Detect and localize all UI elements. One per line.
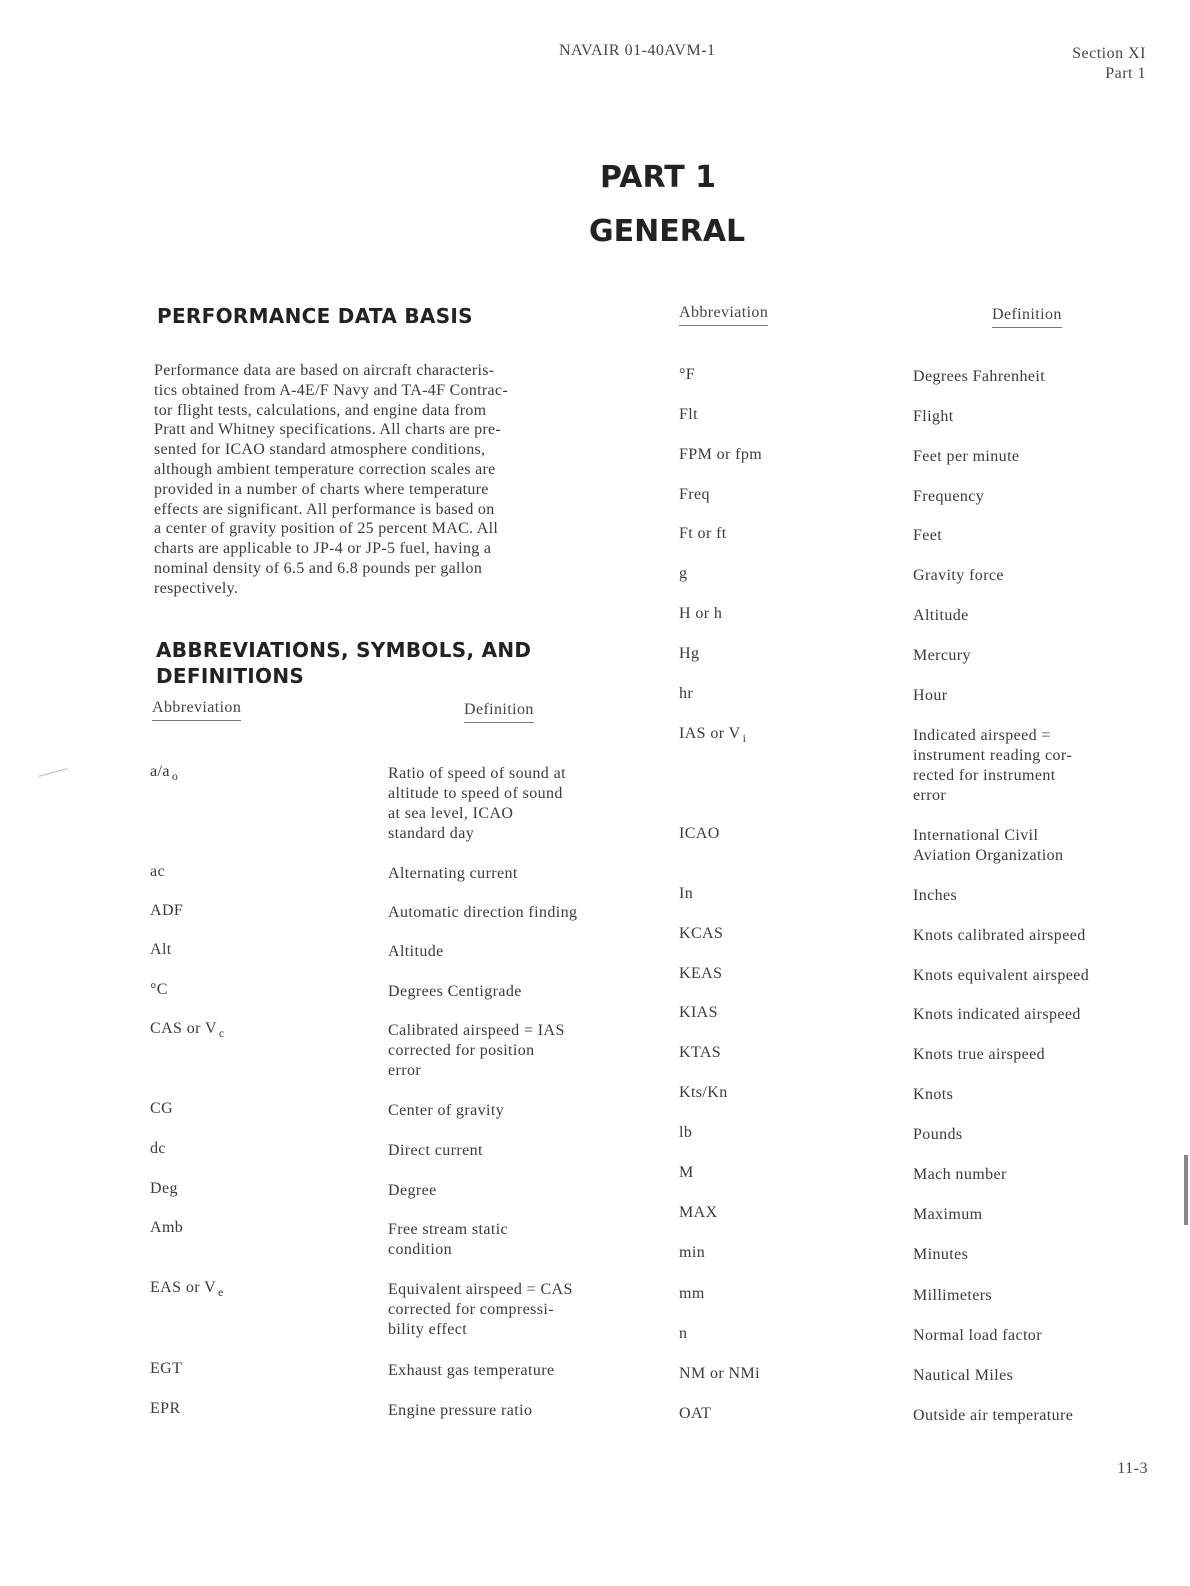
abbreviation-text: a/a [150, 763, 170, 780]
definition-cell [913, 487, 984, 507]
definition-line: Mercury [913, 647, 971, 664]
abbreviation-cell [150, 1019, 225, 1039]
part-number: Part 1 [1105, 65, 1146, 82]
abbreviation-cell [679, 1003, 718, 1023]
document-number: NAVAIR 01-40AVM-1 [559, 42, 716, 59]
definition-line: Altitude [913, 607, 969, 624]
definition-line: Flight [913, 408, 954, 425]
abbreviation-text: Amb [150, 1219, 184, 1236]
definition-line: Engine pressure ratio [388, 1402, 533, 1419]
abbreviation-subscript: e [218, 1285, 224, 1299]
definition-cell [388, 1220, 508, 1260]
section-label [1072, 44, 1146, 84]
abbreviation-text: EAS or V [150, 1279, 217, 1296]
abbreviation-cell [150, 1179, 178, 1199]
definition-line: Exhaust gas temperature [388, 1362, 555, 1379]
definition-cell [913, 826, 1063, 866]
abbreviation-cell [150, 901, 183, 921]
definition-cell [913, 926, 1086, 946]
definition-cell [913, 726, 1072, 806]
abbreviation-text: KTAS [679, 1044, 722, 1061]
definition-line: rected for instrument [913, 767, 1056, 784]
abbreviation-text: ac [150, 863, 166, 880]
definition-line: Direct current [388, 1142, 483, 1159]
definition-line: Millimeters [913, 1287, 993, 1304]
definition-line: standard day [388, 825, 475, 842]
definition-cell [913, 447, 1019, 467]
abbreviation-text: OAT [679, 1405, 712, 1422]
definition-line: instrument reading cor- [913, 747, 1073, 764]
abbreviation-cell [150, 1359, 182, 1379]
abbreviation-cell [150, 980, 168, 1000]
abbreviation-cell [150, 940, 172, 960]
definition-line: Ratio of speed of sound at [388, 765, 566, 782]
definition-line: Automatic direction finding [388, 904, 578, 921]
part-title: PART 1 [600, 160, 716, 195]
abbreviation-text: KIAS [679, 1004, 718, 1021]
definition-cell [913, 407, 954, 427]
abbreviation-text: °C [150, 981, 168, 998]
definition-line: Equivalent airspeed = CAS [388, 1281, 573, 1298]
definition-cell [913, 1245, 968, 1265]
definition-cell [388, 1361, 554, 1381]
definition-cell [913, 1286, 992, 1306]
abbreviation-cell [679, 724, 746, 744]
performance-heading: PERFORMANCE DATA BASIS [157, 304, 473, 328]
abbreviation-text: Alt [150, 941, 172, 958]
abbreviation-cell [679, 924, 723, 944]
definition-line: Mach number [913, 1166, 1007, 1183]
definition-cell [913, 1326, 1042, 1346]
general-title: GENERAL [589, 214, 746, 249]
definition-cell [913, 1165, 1007, 1185]
abbreviation-text: In [679, 885, 694, 902]
definition-cell [913, 1125, 963, 1145]
definition-line: Alternating current [388, 865, 518, 882]
abbreviation-cell [150, 862, 165, 882]
abbreviation-cell [679, 1284, 705, 1304]
abbreviation-text: Hg [679, 645, 700, 662]
abbreviation-cell [679, 1203, 718, 1223]
definition-line: Free stream static [388, 1221, 509, 1238]
performance-line: Performance data are based on aircraft characteris- [154, 362, 495, 379]
definition-line: Degrees Fahrenheit [913, 368, 1046, 385]
definition-cell [388, 1021, 565, 1081]
abbreviation-cell [679, 604, 722, 624]
definition-line: Maximum [913, 1206, 983, 1223]
abbreviation-cell [150, 1218, 183, 1238]
abbreviation-text: MAX [679, 1204, 718, 1221]
definition-cell [913, 526, 942, 546]
definition-line: corrected for compressi- [388, 1301, 554, 1318]
definition-line: Frequency [913, 488, 985, 505]
definition-line: altitude to speed of sound [388, 785, 563, 802]
left-abbreviation-header: Abbreviation [152, 699, 241, 721]
abbreviation-text: Deg [150, 1180, 178, 1197]
definition-cell [913, 1366, 1013, 1386]
definition-cell [388, 942, 444, 962]
definition-line: Feet [913, 527, 943, 544]
definition-cell [913, 566, 1004, 586]
definition-cell [913, 646, 971, 666]
abbreviation-text: NM or NMi [679, 1365, 760, 1382]
performance-line: respectively. [154, 579, 239, 597]
definition-line: Hour [913, 687, 948, 704]
definition-cell [388, 1181, 437, 1201]
definition-line: Center of gravity [388, 1102, 505, 1119]
definition-line: at sea level, ICAO [388, 805, 514, 822]
abbreviation-cell [679, 1364, 760, 1384]
definition-cell [913, 1005, 1081, 1025]
definition-line: Knots calibrated airspeed [913, 927, 1086, 944]
performance-line: charts are applicable to JP-4 or JP-5 fuel, having a [154, 540, 492, 558]
definition-line: Knots indicated airspeed [913, 1006, 1081, 1023]
abbreviation-text: lb [679, 1124, 693, 1141]
scan-artifact [38, 768, 67, 777]
abbreviation-text: FPM or fpm [679, 446, 763, 463]
definition-line: Degrees Centigrade [388, 983, 522, 1000]
definition-line: bility effect [388, 1321, 468, 1338]
definition-line: Normal load factor [913, 1327, 1042, 1344]
abbreviation-subscript: o [171, 769, 179, 783]
abbreviation-text: CAS or V [150, 1020, 217, 1037]
page-number: 11-3 [1117, 1460, 1148, 1477]
definition-line: Knots equivalent airspeed [913, 967, 1090, 984]
definition-cell [388, 1101, 504, 1121]
abbreviation-cell [150, 1278, 224, 1298]
abbreviation-text: Flt [679, 406, 698, 423]
abbreviation-cell [679, 644, 699, 664]
definition-cell [913, 886, 957, 906]
abbreviation-text: KEAS [679, 965, 723, 982]
abbreviation-cell [150, 1099, 173, 1119]
definition-line: Minutes [913, 1246, 969, 1263]
definition-line: International Civil [913, 827, 1039, 844]
abbreviation-cell [679, 1043, 721, 1063]
definition-cell [388, 1141, 483, 1161]
abbreviation-cell [679, 684, 693, 704]
abbreviation-text: g [679, 565, 688, 582]
definition-line: corrected for position [388, 1042, 535, 1059]
abbreviation-text: CG [150, 1100, 174, 1117]
abbreviation-cell [150, 762, 178, 782]
abbreviation-cell [679, 1123, 692, 1143]
abbreviation-text: EPR [150, 1400, 181, 1417]
definition-cell [913, 1085, 953, 1105]
abbreviations-heading-line2: DEFINITIONS [156, 664, 305, 688]
section-number: Section XI [1072, 45, 1146, 62]
definition-cell [388, 864, 518, 884]
definition-line: Inches [913, 887, 958, 904]
definition-line: Degree [388, 1182, 437, 1199]
performance-line: tics obtained from A-4E/F Navy and TA-4F Contrac- [154, 381, 508, 399]
performance-line: effects are significant. All performance is based on [154, 500, 495, 518]
abbreviation-cell [679, 1163, 694, 1183]
definition-cell [913, 966, 1089, 986]
performance-paragraph [154, 361, 639, 599]
abbreviations-heading [156, 637, 531, 689]
definition-cell [913, 1045, 1045, 1065]
definition-line: Altitude [388, 943, 444, 960]
abbreviation-text: min [679, 1244, 706, 1261]
right-definition-header: Definition [992, 306, 1062, 328]
abbreviation-text: °F [679, 366, 696, 383]
abbreviation-cell [679, 485, 710, 505]
definition-cell [913, 1205, 982, 1225]
performance-line: nominal density of 6.5 and 6.8 pounds per gallon [154, 559, 483, 577]
abbreviation-text: ICAO [679, 825, 720, 842]
abbreviation-text: Freq [679, 486, 710, 503]
definition-cell [388, 764, 566, 844]
abbreviation-cell [679, 824, 720, 844]
abbreviations-heading-line1: ABBREVIATIONS, SYMBOLS, AND [156, 638, 532, 662]
definition-cell [913, 367, 1045, 387]
performance-line: although ambient temperature correction scales are [154, 460, 496, 478]
definition-cell [913, 686, 947, 706]
definition-line: Outside air temperature [913, 1407, 1074, 1424]
definition-line: Pounds [913, 1126, 963, 1143]
abbreviation-text: EGT [150, 1360, 183, 1377]
abbreviation-cell [679, 1404, 711, 1424]
definition-line: error [388, 1062, 422, 1079]
abbreviation-cell [679, 1083, 728, 1103]
abbreviation-subscript: c [218, 1026, 225, 1040]
abbreviation-cell [679, 1243, 705, 1263]
abbreviation-text: hr [679, 685, 694, 702]
margin-mark [1184, 1155, 1188, 1225]
definition-cell [388, 982, 522, 1002]
performance-line: Pratt and Whitney specifications. All charts are pre- [154, 421, 502, 439]
abbreviation-text: M [679, 1164, 694, 1181]
abbreviation-cell [679, 405, 698, 425]
abbreviation-text: dc [150, 1140, 166, 1157]
definition-cell [388, 1401, 532, 1421]
right-abbreviation-header: Abbreviation [679, 304, 768, 326]
abbreviation-text: KCAS [679, 925, 724, 942]
abbreviation-text: ADF [150, 902, 184, 919]
definition-line: Knots [913, 1086, 954, 1103]
definition-line: Calibrated airspeed = IAS [388, 1022, 565, 1039]
abbreviation-cell [679, 564, 687, 584]
abbreviation-text: H or h [679, 605, 723, 622]
performance-line: provided in a number of charts where temperature [154, 480, 489, 498]
abbreviation-cell [150, 1399, 181, 1419]
definition-line: Nautical Miles [913, 1367, 1014, 1384]
definition-cell [388, 903, 577, 923]
definition-cell [913, 606, 969, 626]
definition-line: condition [388, 1241, 453, 1258]
abbreviation-subscript: i [742, 731, 747, 745]
definition-line: Knots true airspeed [913, 1046, 1046, 1063]
performance-line: sented for ICAO standard atmosphere conditions, [154, 441, 486, 459]
definition-cell [913, 1406, 1073, 1426]
definition-line: error [913, 787, 947, 804]
abbreviation-text: n [679, 1325, 688, 1342]
abbreviation-cell [679, 1324, 687, 1344]
abbreviation-text: mm [679, 1285, 705, 1302]
definition-line: Feet per minute [913, 448, 1020, 465]
abbreviation-cell [679, 445, 762, 465]
performance-line: a center of gravity position of 25 percent MAC. All [154, 520, 499, 538]
abbreviation-cell [679, 524, 727, 544]
abbreviation-cell [679, 884, 693, 904]
abbreviation-cell [150, 1139, 166, 1159]
definition-line: Gravity force [913, 567, 1004, 584]
abbreviation-text: Kts/Kn [679, 1084, 728, 1101]
abbreviation-text: Ft or ft [679, 525, 727, 542]
left-definition-header: Definition [464, 701, 534, 723]
performance-line: tor flight tests, calculations, and engine data from [154, 401, 487, 419]
definition-cell [388, 1280, 573, 1340]
abbreviation-cell [679, 964, 722, 984]
abbreviation-cell [679, 365, 695, 385]
definition-line: Aviation Organization [913, 847, 1064, 864]
abbreviation-text: IAS or V [679, 725, 741, 742]
definition-line: Indicated airspeed = [913, 727, 1051, 744]
